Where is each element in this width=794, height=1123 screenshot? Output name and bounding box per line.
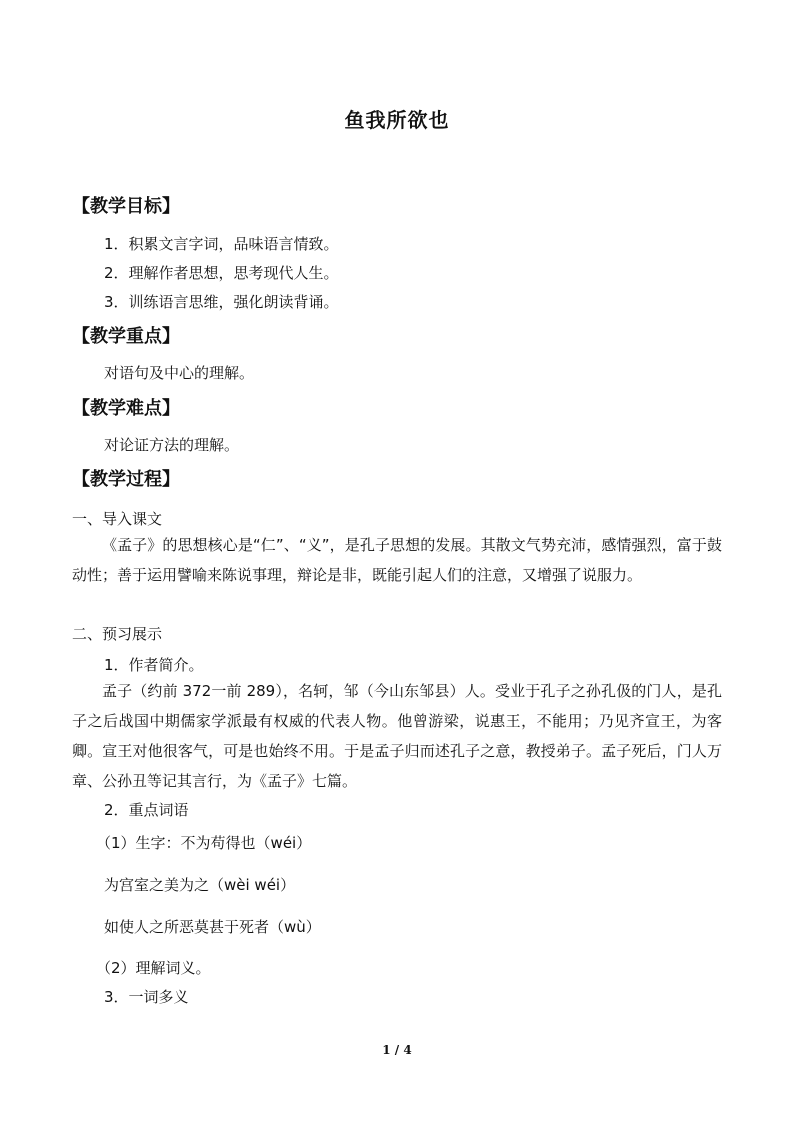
process-heading: 【教学过程】 — [72, 469, 180, 490]
part1-paragraph: 《孟子》的思想核心是“仁”、“义”，是孔子思想的发展。其散文气势充沛，感情强烈，富于鼓动性；善于运用譬喻来陈说事理，辩论是非，既能引起人们的注意，又增强了说服力。 — [72, 536, 722, 584]
difficulties-text: 对论证方法的理解。 — [104, 436, 240, 454]
vocab-line-1: （1）生字：不为苟得也（wéi） — [96, 834, 312, 852]
difficulties-heading: 【教学难点】 — [72, 398, 180, 419]
objectives-heading: 【教学目标】 — [72, 196, 180, 217]
objective-item-1: 1．积累文言字词，品味语言情致。 — [104, 235, 339, 253]
author-intro-title: 1．作者简介。 — [104, 656, 204, 674]
vocab-line-4: （2）理解词义。 — [96, 959, 211, 977]
vocab-line-3: 如使人之所恶莫甚于死者（wù） — [104, 918, 321, 936]
author-intro-paragraph: 孟子（约前 372一前 289），名轲，邹（今山东邹县）人。受业于孔子之孙孔伋的门人，是孔子之后战国中期儒家学派最有权威的代表人物。他曾游梁，说惠王，不能用；乃见齐宣王，为客卿。宣王对他很客气，可是也始终不用。于是孟子归而述孔子之意，教授弟子。孟子死后，门人万章、公孙丑等记其言行，为《孟子》七篇。 — [72, 682, 722, 790]
key-points-heading: 【教学重点】 — [72, 326, 180, 347]
vocab-line-2: 为宫室之美为之（wèi wéi） — [104, 876, 296, 894]
polysemy-title: 3．一词多义 — [104, 988, 189, 1006]
key-points-text: 对语句及中心的理解。 — [104, 364, 255, 382]
part2-title: 二、预习展示 — [72, 625, 163, 643]
objective-item-2: 2．理解作者思想，思考现代人生。 — [104, 264, 339, 282]
objective-item-3: 3．训练语言思维，强化朗读背诵。 — [104, 293, 339, 311]
part1-title: 一、导入课文 — [72, 510, 163, 528]
document-title: 鱼我所欲也 — [344, 108, 450, 132]
key-words-title: 2．重点词语 — [104, 801, 189, 819]
page-number: 1 / 4 — [382, 1043, 412, 1057]
